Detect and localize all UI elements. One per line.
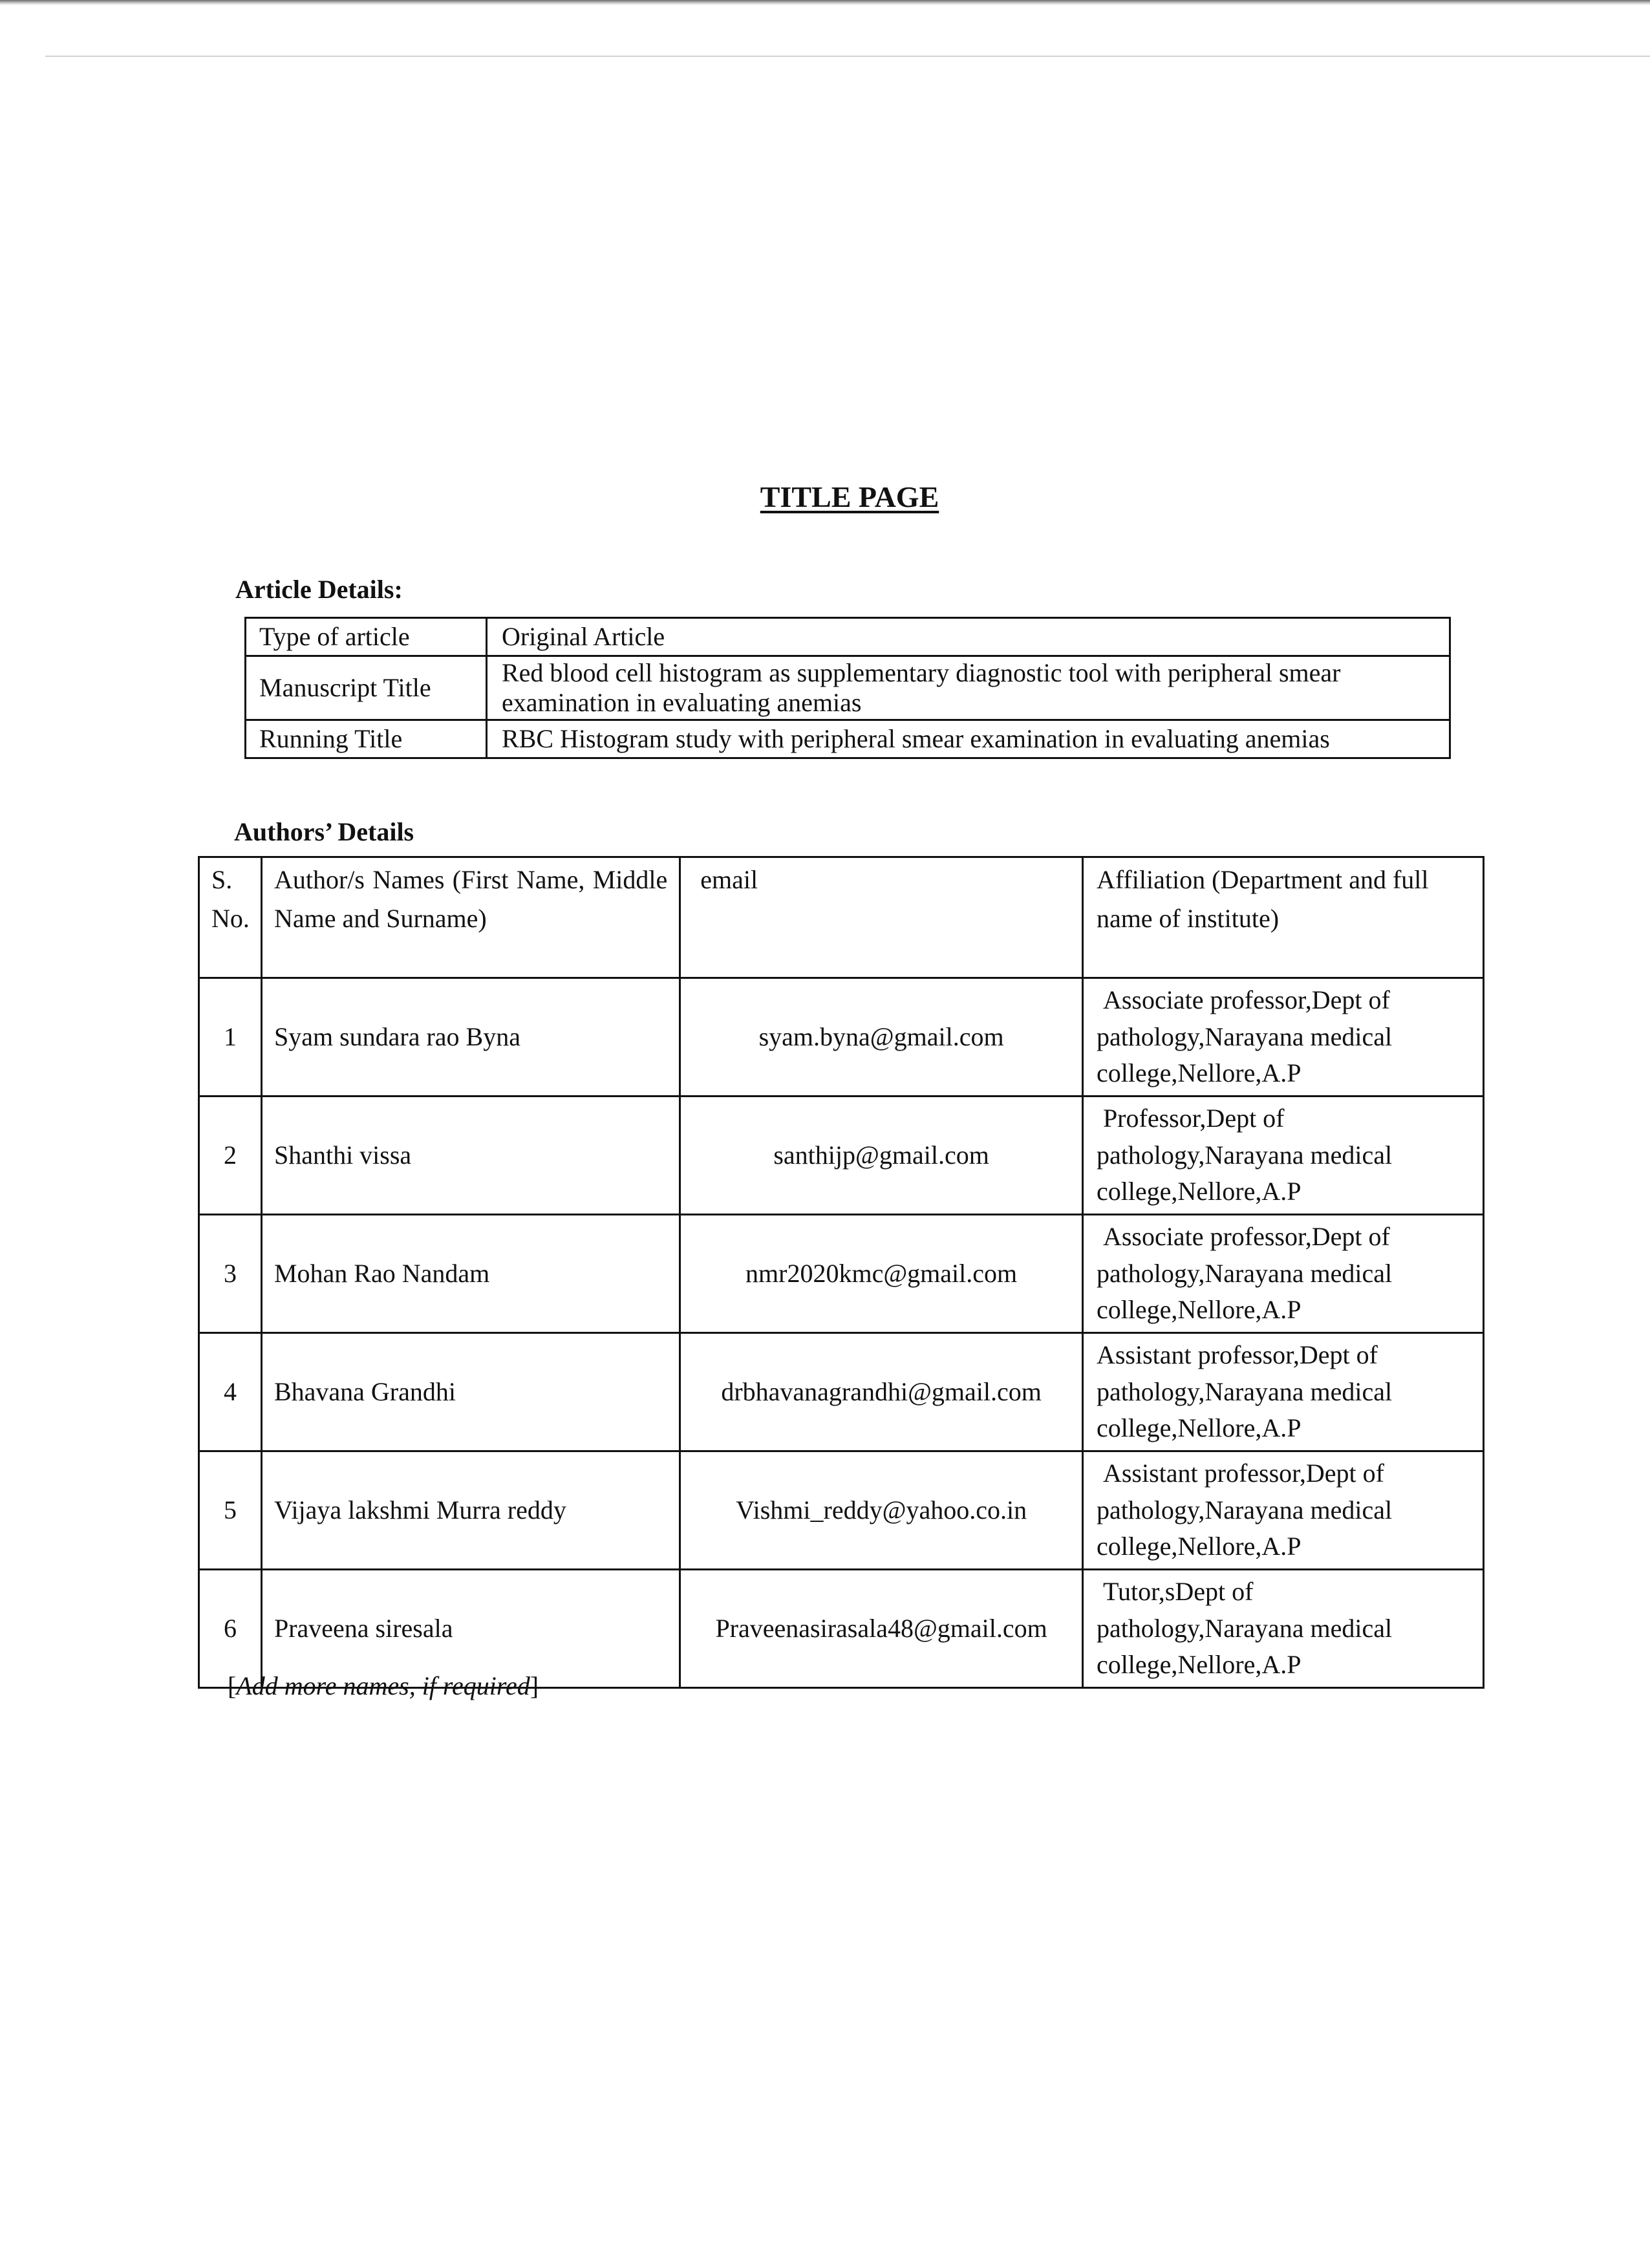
- affiliation-line: college,Nellore,A.P: [1096, 1177, 1302, 1206]
- affiliation-line: Associate professor,Dept of: [1102, 1221, 1390, 1251]
- article-row-label: Manuscript Title: [246, 656, 487, 720]
- open-bracket: [: [228, 1671, 237, 1700]
- article-row-manuscript-title: [246, 656, 1450, 720]
- affiliation-line: college,Nellore,A.P: [1096, 1413, 1302, 1443]
- article-row-type: [246, 618, 1450, 656]
- article-details-table: [244, 617, 1451, 759]
- author-row: [199, 978, 1484, 1097]
- author-affiliation: [1082, 978, 1483, 1097]
- authors-details-heading: Authors’ Details: [234, 817, 414, 846]
- article-row-value: Original Article: [487, 618, 1450, 656]
- author-sno: 5: [199, 1451, 262, 1570]
- author-name: Praveena siresala: [261, 1570, 680, 1688]
- author-email: drbhavanagrandhi@gmail.com: [680, 1333, 1083, 1451]
- affiliation-line: pathology,Narayana medical: [1096, 1613, 1393, 1643]
- author-sno: 6: [199, 1570, 262, 1688]
- article-details-heading: Article Details:: [235, 575, 403, 604]
- affiliation-line: pathology,Narayana medical: [1096, 1258, 1393, 1288]
- affiliation-line: Tutor,sDept of: [1102, 1576, 1254, 1606]
- author-sno: 4: [199, 1333, 262, 1451]
- column-header-affiliation: Affiliation (Department and full name of institute): [1082, 857, 1483, 978]
- author-affiliation: [1082, 1570, 1483, 1688]
- affiliation-line: college,Nellore,A.P: [1096, 1295, 1302, 1325]
- author-row: [199, 1451, 1484, 1570]
- article-row-label: Type of article: [246, 618, 487, 656]
- column-header-sno: S. No.: [199, 857, 262, 978]
- affiliation-line: pathology,Narayana medical: [1096, 1495, 1393, 1524]
- author-email: Praveenasirasala48@gmail.com: [680, 1570, 1083, 1688]
- author-sno: 2: [199, 1097, 262, 1215]
- author-row: [199, 1097, 1484, 1215]
- article-row-running-title: [246, 720, 1450, 758]
- scan-artifact-line: [45, 56, 1650, 57]
- affiliation-line: college,Nellore,A.P: [1096, 1650, 1302, 1680]
- affiliation-line: pathology,Narayana medical: [1096, 1140, 1393, 1170]
- affiliation-line: pathology,Narayana medical: [1096, 1022, 1393, 1051]
- author-affiliation: [1082, 1097, 1483, 1215]
- author-email: santhijp@gmail.com: [680, 1097, 1083, 1215]
- article-row-label: Running Title: [246, 720, 487, 758]
- author-email: nmr2020kmc@gmail.com: [680, 1215, 1083, 1333]
- add-more-names-text: Add more names, if required: [236, 1671, 530, 1700]
- author-name: Bhavana Grandhi: [261, 1333, 680, 1451]
- affiliation-line: Assistant professor,Dept of: [1096, 1340, 1378, 1369]
- close-bracket: ]: [530, 1671, 539, 1700]
- affiliation-line: Professor,Dept of: [1102, 1103, 1285, 1133]
- author-sno: 1: [199, 978, 262, 1097]
- affiliation-line: Associate professor,Dept of: [1102, 985, 1390, 1014]
- authors-table: [198, 856, 1484, 1689]
- author-row: [199, 1333, 1484, 1451]
- author-name: Mohan Rao Nandam: [261, 1215, 680, 1333]
- author-affiliation: [1082, 1333, 1483, 1451]
- author-sno: 3: [199, 1215, 262, 1333]
- affiliation-line: Assistant professor,Dept of: [1102, 1458, 1384, 1488]
- author-affiliation: [1082, 1451, 1483, 1570]
- author-email: syam.byna@gmail.com: [680, 978, 1083, 1097]
- author-name: Vijaya lakshmi Murra reddy: [261, 1451, 680, 1570]
- add-more-names-note: [228, 1671, 539, 1701]
- author-name: Syam sundara rao Byna: [261, 978, 680, 1097]
- author-email: Vishmi_reddy@yahoo.co.in: [680, 1451, 1083, 1570]
- affiliation-line: college,Nellore,A.P: [1096, 1058, 1302, 1088]
- page-title: TITLE PAGE: [760, 480, 939, 513]
- author-name: Shanthi vissa: [261, 1097, 680, 1215]
- article-row-value: RBC Histogram study with peripheral smear examination in evaluating anemias: [487, 720, 1450, 758]
- author-row: [199, 1215, 1484, 1333]
- scan-edge: [0, 0, 1650, 5]
- column-header-name: Author/s Names (First Name, Middle Name and Surname): [261, 857, 680, 978]
- authors-table-header: [199, 857, 1484, 978]
- author-affiliation: [1082, 1215, 1483, 1333]
- article-row-value: Red blood cell histogram as supplementary diagnostic tool with peripheral smear examination in evaluating anemias: [487, 656, 1450, 720]
- affiliation-line: college,Nellore,A.P: [1096, 1532, 1302, 1561]
- affiliation-line: pathology,Narayana medical: [1096, 1376, 1393, 1406]
- column-header-email: email: [680, 857, 1083, 978]
